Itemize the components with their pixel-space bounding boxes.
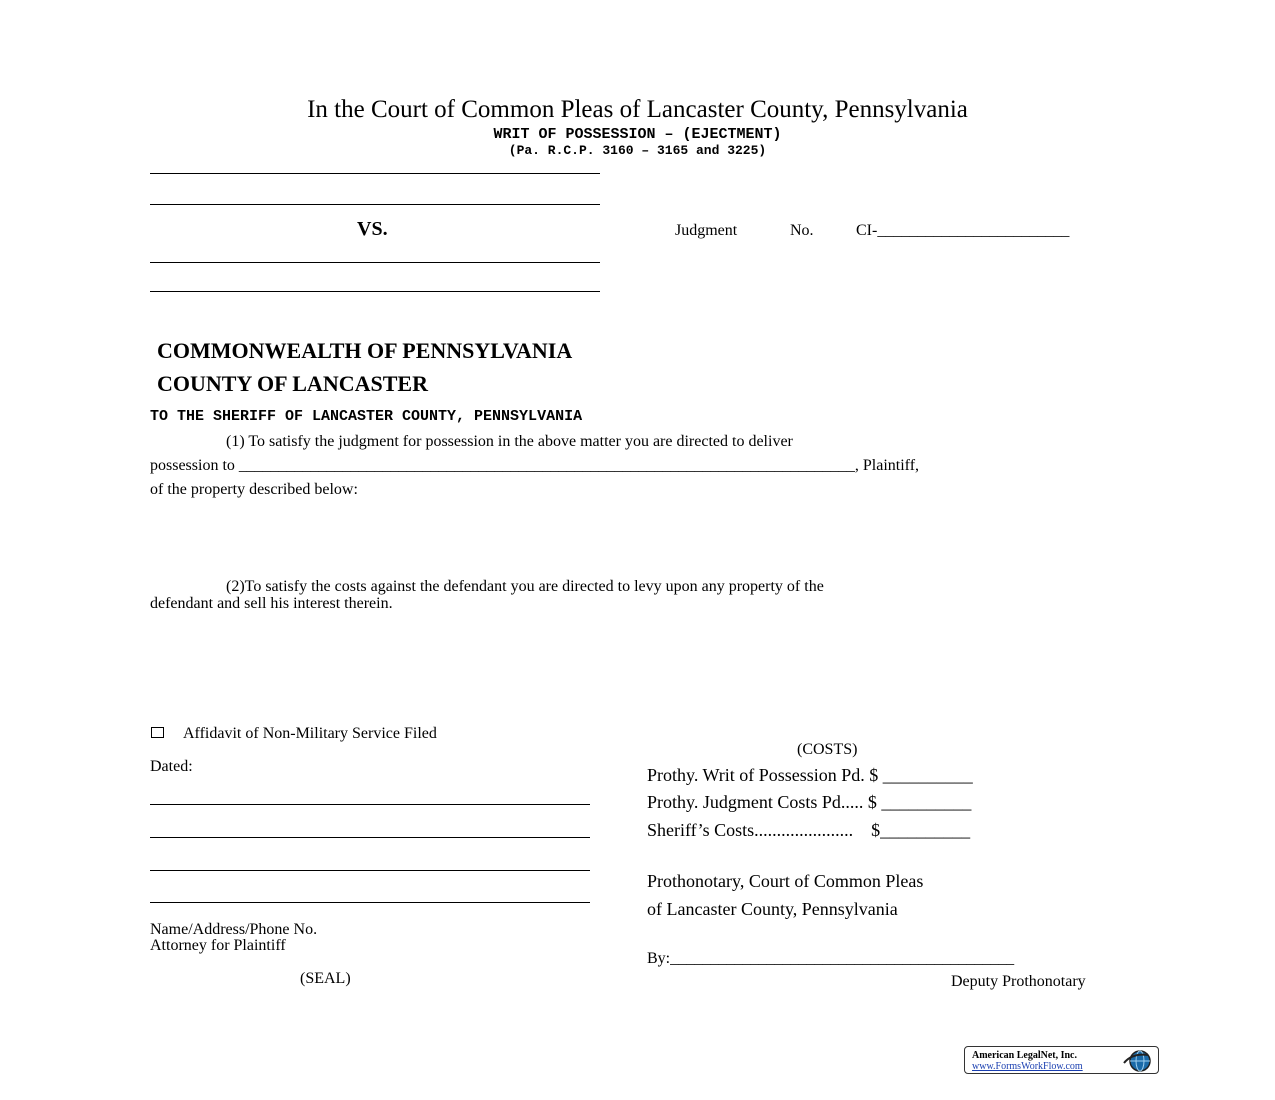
paragraph-2-line-1: (2)To satisfy the costs against the defendant you are directed to levy upon any property of the: [226, 578, 824, 595]
costs-heading: (COSTS): [797, 741, 858, 758]
attorney-name-label: Name/Address/Phone No.: [150, 921, 318, 938]
attorney-role-label: Attorney for Plaintiff: [150, 937, 286, 954]
dated-label: Dated:: [150, 758, 193, 775]
to-sheriff-heading: TO THE SHERIFF OF LANCASTER COUNTY, PENNSYLVANIA: [150, 408, 583, 425]
legalnet-badge[interactable]: [964, 1046, 1159, 1074]
affidavit-checkbox[interactable]: [151, 727, 164, 738]
rule-reference: (Pa. R.C.P. 3160 – 3165 and 3225): [508, 143, 767, 158]
writ-cost-line[interactable]: Prothy. Writ of Possession Pd. $ __________: [647, 765, 973, 785]
by-signature-line[interactable]: By:___________________________________________: [647, 950, 1015, 967]
prothonotary-line-2: of Lancaster County, Pennsylvania: [647, 899, 898, 919]
county-heading: COUNTY OF LANCASTER: [157, 371, 428, 396]
defendant-line-1[interactable]: [150, 262, 600, 263]
plaintiff-line-2[interactable]: [150, 204, 600, 205]
prothonotary-line-1: Prothonotary, Court of Common Pleas: [647, 871, 924, 891]
judgment-label: Judgment: [675, 222, 738, 239]
judgment-number-field[interactable]: CI-________________________: [856, 222, 1070, 239]
affidavit-label: Affidavit of Non-Military Service Filed: [183, 725, 437, 742]
paragraph-1-line-2[interactable]: possession to _____________________________________________________________________________, Plaintiff,: [150, 457, 920, 474]
deputy-prothonotary-label: Deputy Prothonotary: [951, 973, 1086, 990]
sheriff-cost-line[interactable]: Sheriff’s Costs...................... $__________: [647, 820, 971, 840]
number-label: No.: [790, 222, 814, 239]
globe-icon: [1120, 1049, 1154, 1073]
vs-label: VS.: [357, 218, 388, 240]
plaintiff-line-1[interactable]: [150, 173, 600, 174]
paragraph-1-line-1: (1) To satisfy the judgment for possession in the above matter you are directed to deliver: [226, 433, 793, 450]
attorney-line-3[interactable]: [150, 870, 590, 871]
paragraph-2-line-2: defendant and sell his interest therein.: [150, 595, 393, 612]
attorney-line-1[interactable]: [150, 804, 590, 805]
defendant-line-2[interactable]: [150, 291, 600, 292]
attorney-line-4[interactable]: [150, 902, 590, 903]
writ-title: WRIT OF POSSESSION – (EJECTMENT): [493, 126, 782, 143]
paragraph-1-line-3: of the property described below:: [150, 481, 358, 498]
court-title: In the Court of Common Pleas of Lancaster County, Pennsylvania: [307, 96, 968, 123]
seal-label: (SEAL): [300, 970, 351, 987]
attorney-line-2[interactable]: [150, 837, 590, 838]
company-name: American LegalNet, Inc.: [972, 1050, 1077, 1061]
company-url[interactable]: www.FormsWorkFlow.com: [972, 1061, 1083, 1072]
judgment-cost-line[interactable]: Prothy. Judgment Costs Pd..... $ __________: [647, 792, 972, 812]
commonwealth-heading: COMMONWEALTH OF PENNSYLVANIA: [157, 338, 573, 363]
